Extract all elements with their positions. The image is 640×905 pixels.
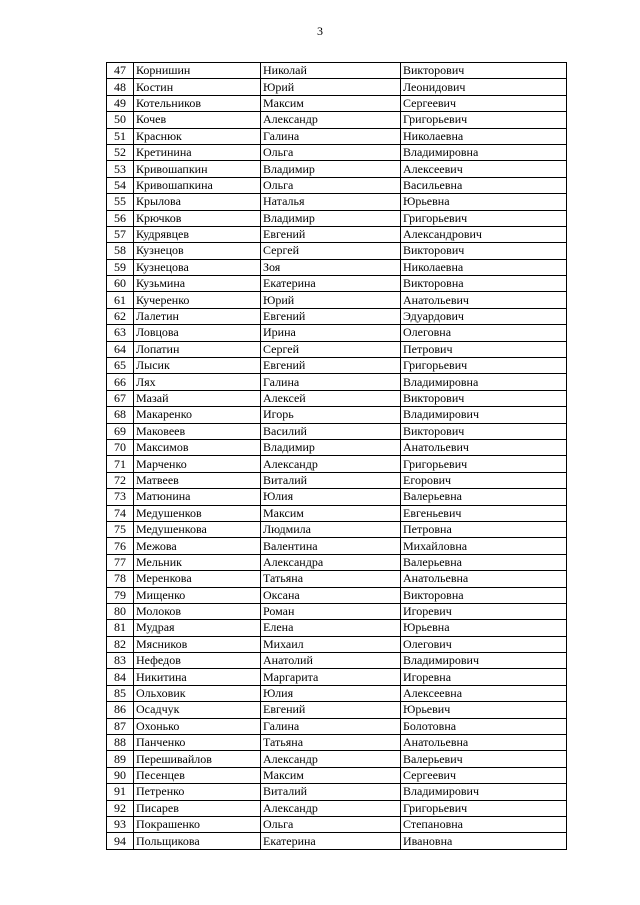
last-name-cell: Крылова <box>134 194 261 210</box>
patronymic-cell: Юрьевна <box>401 620 567 636</box>
patronymic-cell: Петрович <box>401 341 567 357</box>
row-number-cell: 92 <box>107 800 134 816</box>
table-row <box>107 751 567 767</box>
table-row <box>107 243 567 259</box>
row-number-cell: 84 <box>107 669 134 685</box>
first-name-cell: Галина <box>261 718 401 734</box>
first-name-cell: Валентина <box>261 538 401 554</box>
row-number-cell: 52 <box>107 144 134 160</box>
patronymic-cell: Олеговна <box>401 325 567 341</box>
table-row <box>107 620 567 636</box>
table-row <box>107 308 567 324</box>
patronymic-cell: Васильевна <box>401 177 567 193</box>
first-name-cell: Александр <box>261 456 401 472</box>
table-row <box>107 210 567 226</box>
row-number-cell: 47 <box>107 63 134 79</box>
row-number-cell: 62 <box>107 308 134 324</box>
last-name-cell: Максимов <box>134 439 261 455</box>
table-row <box>107 63 567 79</box>
patronymic-cell: Евгеньевич <box>401 505 567 521</box>
last-name-cell: Межова <box>134 538 261 554</box>
first-name-cell: Сергей <box>261 243 401 259</box>
patronymic-cell: Валерьевна <box>401 554 567 570</box>
first-name-cell: Елена <box>261 620 401 636</box>
last-name-cell: Нефедов <box>134 653 261 669</box>
row-number-cell: 82 <box>107 636 134 652</box>
first-name-cell: Евгений <box>261 358 401 374</box>
first-name-cell: Евгений <box>261 308 401 324</box>
patronymic-cell: Викторович <box>401 390 567 406</box>
last-name-cell: Охонько <box>134 718 261 734</box>
first-name-cell: Юрий <box>261 292 401 308</box>
patronymic-cell: Леонидович <box>401 79 567 95</box>
first-name-cell: Людмила <box>261 521 401 537</box>
first-name-cell: Максим <box>261 505 401 521</box>
row-number-cell: 93 <box>107 816 134 832</box>
patronymic-cell: Егорович <box>401 472 567 488</box>
first-name-cell: Евгений <box>261 702 401 718</box>
table-row <box>107 407 567 423</box>
table-row <box>107 603 567 619</box>
row-number-cell: 61 <box>107 292 134 308</box>
row-number-cell: 60 <box>107 276 134 292</box>
table-row <box>107 226 567 242</box>
row-number-cell: 86 <box>107 702 134 718</box>
row-number-cell: 78 <box>107 571 134 587</box>
table-row <box>107 489 567 505</box>
table-row <box>107 390 567 406</box>
last-name-cell: Костин <box>134 79 261 95</box>
patronymic-cell: Олегович <box>401 636 567 652</box>
row-number-cell: 54 <box>107 177 134 193</box>
last-name-cell: Панченко <box>134 735 261 751</box>
patronymic-cell: Владимировна <box>401 144 567 160</box>
patronymic-cell: Николаевна <box>401 128 567 144</box>
table-row <box>107 259 567 275</box>
last-name-cell: Молоков <box>134 603 261 619</box>
patronymic-cell: Петровна <box>401 521 567 537</box>
last-name-cell: Кузнецов <box>134 243 261 259</box>
table-row <box>107 505 567 521</box>
last-name-cell: Лалетин <box>134 308 261 324</box>
first-name-cell: Зоя <box>261 259 401 275</box>
last-name-cell: Кузнецова <box>134 259 261 275</box>
table-row <box>107 669 567 685</box>
last-name-cell: Ольховик <box>134 685 261 701</box>
last-name-cell: Лысик <box>134 358 261 374</box>
table-row <box>107 653 567 669</box>
patronymic-cell: Игоревна <box>401 669 567 685</box>
last-name-cell: Матюнина <box>134 489 261 505</box>
row-number-cell: 63 <box>107 325 134 341</box>
patronymic-cell: Викторович <box>401 243 567 259</box>
row-number-cell: 80 <box>107 603 134 619</box>
row-number-cell: 72 <box>107 472 134 488</box>
table-row <box>107 177 567 193</box>
patronymic-cell: Эдуардович <box>401 308 567 324</box>
patronymic-cell: Сергеевич <box>401 95 567 111</box>
last-name-cell: Маковеев <box>134 423 261 439</box>
patronymic-cell: Григорьевич <box>401 112 567 128</box>
first-name-cell: Владимир <box>261 439 401 455</box>
row-number-cell: 69 <box>107 423 134 439</box>
row-number-cell: 85 <box>107 685 134 701</box>
first-name-cell: Михаил <box>261 636 401 652</box>
row-number-cell: 73 <box>107 489 134 505</box>
patronymic-cell: Анатольевич <box>401 439 567 455</box>
row-number-cell: 56 <box>107 210 134 226</box>
first-name-cell: Евгений <box>261 226 401 242</box>
table-row <box>107 636 567 652</box>
table-row <box>107 538 567 554</box>
patronymic-cell: Григорьевич <box>401 358 567 374</box>
last-name-cell: Кудрявцев <box>134 226 261 242</box>
last-name-cell: Польщикова <box>134 833 261 849</box>
patronymic-cell: Владимирович <box>401 407 567 423</box>
roster-table <box>106 62 567 850</box>
first-name-cell: Александр <box>261 800 401 816</box>
row-number-cell: 48 <box>107 79 134 95</box>
last-name-cell: Медушенкова <box>134 521 261 537</box>
table-row <box>107 95 567 111</box>
first-name-cell: Юлия <box>261 489 401 505</box>
last-name-cell: Покрашенко <box>134 816 261 832</box>
row-number-cell: 49 <box>107 95 134 111</box>
patronymic-cell: Григорьевич <box>401 210 567 226</box>
table-row <box>107 816 567 832</box>
last-name-cell: Корнишин <box>134 63 261 79</box>
last-name-cell: Перешивайлов <box>134 751 261 767</box>
last-name-cell: Меренкова <box>134 571 261 587</box>
first-name-cell: Максим <box>261 767 401 783</box>
row-number-cell: 57 <box>107 226 134 242</box>
patronymic-cell: Александрович <box>401 226 567 242</box>
last-name-cell: Матвеев <box>134 472 261 488</box>
last-name-cell: Мудрая <box>134 620 261 636</box>
table-row <box>107 194 567 210</box>
row-number-cell: 67 <box>107 390 134 406</box>
table-row <box>107 128 567 144</box>
patronymic-cell: Викторовна <box>401 276 567 292</box>
patronymic-cell: Анатольевич <box>401 292 567 308</box>
row-number-cell: 64 <box>107 341 134 357</box>
last-name-cell: Кретинина <box>134 144 261 160</box>
first-name-cell: Ирина <box>261 325 401 341</box>
first-name-cell: Екатерина <box>261 833 401 849</box>
row-number-cell: 81 <box>107 620 134 636</box>
table-row <box>107 341 567 357</box>
first-name-cell: Виталий <box>261 784 401 800</box>
row-number-cell: 77 <box>107 554 134 570</box>
first-name-cell: Галина <box>261 128 401 144</box>
first-name-cell: Василий <box>261 423 401 439</box>
table-row <box>107 292 567 308</box>
table-row <box>107 735 567 751</box>
row-number-cell: 87 <box>107 718 134 734</box>
first-name-cell: Максим <box>261 95 401 111</box>
last-name-cell: Кузьмина <box>134 276 261 292</box>
table-row <box>107 833 567 849</box>
row-number-cell: 65 <box>107 358 134 374</box>
table-row <box>107 161 567 177</box>
table-row <box>107 784 567 800</box>
table-row <box>107 423 567 439</box>
table-row <box>107 571 567 587</box>
first-name-cell: Екатерина <box>261 276 401 292</box>
last-name-cell: Никитина <box>134 669 261 685</box>
patronymic-cell: Григорьевич <box>401 800 567 816</box>
row-number-cell: 94 <box>107 833 134 849</box>
first-name-cell: Татьяна <box>261 571 401 587</box>
last-name-cell: Песенцев <box>134 767 261 783</box>
first-name-cell: Анатолий <box>261 653 401 669</box>
first-name-cell: Александра <box>261 554 401 570</box>
last-name-cell: Макаренко <box>134 407 261 423</box>
table-row <box>107 767 567 783</box>
row-number-cell: 88 <box>107 735 134 751</box>
table-row <box>107 521 567 537</box>
row-number-cell: 55 <box>107 194 134 210</box>
first-name-cell: Ольга <box>261 144 401 160</box>
patronymic-cell: Валерьевич <box>401 751 567 767</box>
table-row <box>107 358 567 374</box>
last-name-cell: Медушенков <box>134 505 261 521</box>
first-name-cell: Оксана <box>261 587 401 603</box>
last-name-cell: Лопатин <box>134 341 261 357</box>
last-name-cell: Ловцова <box>134 325 261 341</box>
row-number-cell: 89 <box>107 751 134 767</box>
first-name-cell: Игорь <box>261 407 401 423</box>
last-name-cell: Мищенко <box>134 587 261 603</box>
table-row <box>107 144 567 160</box>
table-row <box>107 79 567 95</box>
patronymic-cell: Викторовна <box>401 587 567 603</box>
first-name-cell: Сергей <box>261 341 401 357</box>
patronymic-cell: Степановна <box>401 816 567 832</box>
row-number-cell: 70 <box>107 439 134 455</box>
last-name-cell: Мясников <box>134 636 261 652</box>
row-number-cell: 71 <box>107 456 134 472</box>
first-name-cell: Алексей <box>261 390 401 406</box>
row-number-cell: 74 <box>107 505 134 521</box>
row-number-cell: 90 <box>107 767 134 783</box>
last-name-cell: Крючков <box>134 210 261 226</box>
table-row <box>107 374 567 390</box>
patronymic-cell: Алексеевич <box>401 161 567 177</box>
first-name-cell: Александр <box>261 751 401 767</box>
page-number: 3 <box>317 24 323 38</box>
patronymic-cell: Викторович <box>401 63 567 79</box>
first-name-cell: Ольга <box>261 816 401 832</box>
table-row <box>107 439 567 455</box>
row-number-cell: 75 <box>107 521 134 537</box>
patronymic-cell: Викторович <box>401 423 567 439</box>
patronymic-cell: Владимирович <box>401 653 567 669</box>
table-row <box>107 456 567 472</box>
row-number-cell: 59 <box>107 259 134 275</box>
patronymic-cell: Юрьевич <box>401 702 567 718</box>
first-name-cell: Юрий <box>261 79 401 95</box>
patronymic-cell: Михайловна <box>401 538 567 554</box>
row-number-cell: 83 <box>107 653 134 669</box>
last-name-cell: Краснюк <box>134 128 261 144</box>
table-row <box>107 718 567 734</box>
table-row <box>107 587 567 603</box>
roster-body <box>107 63 567 850</box>
row-number-cell: 91 <box>107 784 134 800</box>
last-name-cell: Котельников <box>134 95 261 111</box>
first-name-cell: Николай <box>261 63 401 79</box>
patronymic-cell: Анатольевна <box>401 571 567 587</box>
table-row <box>107 702 567 718</box>
row-number-cell: 50 <box>107 112 134 128</box>
table-row <box>107 325 567 341</box>
first-name-cell: Александр <box>261 112 401 128</box>
first-name-cell: Виталий <box>261 472 401 488</box>
row-number-cell: 68 <box>107 407 134 423</box>
patronymic-cell: Ивановна <box>401 833 567 849</box>
patronymic-cell: Игоревич <box>401 603 567 619</box>
table-row <box>107 800 567 816</box>
row-number-cell: 66 <box>107 374 134 390</box>
last-name-cell: Кочев <box>134 112 261 128</box>
table-row <box>107 112 567 128</box>
patronymic-cell: Анатольевна <box>401 735 567 751</box>
patronymic-cell: Владимирович <box>401 784 567 800</box>
row-number-cell: 51 <box>107 128 134 144</box>
first-name-cell: Юлия <box>261 685 401 701</box>
table-row <box>107 685 567 701</box>
last-name-cell: Петренко <box>134 784 261 800</box>
table-row <box>107 554 567 570</box>
first-name-cell: Роман <box>261 603 401 619</box>
first-name-cell: Татьяна <box>261 735 401 751</box>
patronymic-cell: Сергеевич <box>401 767 567 783</box>
last-name-cell: Мельник <box>134 554 261 570</box>
last-name-cell: Кучеренко <box>134 292 261 308</box>
table-row <box>107 472 567 488</box>
last-name-cell: Кривошапкин <box>134 161 261 177</box>
patronymic-cell: Валерьевна <box>401 489 567 505</box>
first-name-cell: Владимир <box>261 210 401 226</box>
patronymic-cell: Алексеевна <box>401 685 567 701</box>
first-name-cell: Маргарита <box>261 669 401 685</box>
last-name-cell: Писарев <box>134 800 261 816</box>
first-name-cell: Галина <box>261 374 401 390</box>
patronymic-cell: Юрьевна <box>401 194 567 210</box>
first-name-cell: Владимир <box>261 161 401 177</box>
first-name-cell: Ольга <box>261 177 401 193</box>
patronymic-cell: Григорьевич <box>401 456 567 472</box>
last-name-cell: Марченко <box>134 456 261 472</box>
last-name-cell: Кривошапкина <box>134 177 261 193</box>
row-number-cell: 79 <box>107 587 134 603</box>
row-number-cell: 76 <box>107 538 134 554</box>
row-number-cell: 58 <box>107 243 134 259</box>
patronymic-cell: Болотовна <box>401 718 567 734</box>
table-row <box>107 276 567 292</box>
last-name-cell: Осадчук <box>134 702 261 718</box>
last-name-cell: Мазай <box>134 390 261 406</box>
row-number-cell: 53 <box>107 161 134 177</box>
patronymic-cell: Владимировна <box>401 374 567 390</box>
first-name-cell: Наталья <box>261 194 401 210</box>
last-name-cell: Лях <box>134 374 261 390</box>
patronymic-cell: Николаевна <box>401 259 567 275</box>
